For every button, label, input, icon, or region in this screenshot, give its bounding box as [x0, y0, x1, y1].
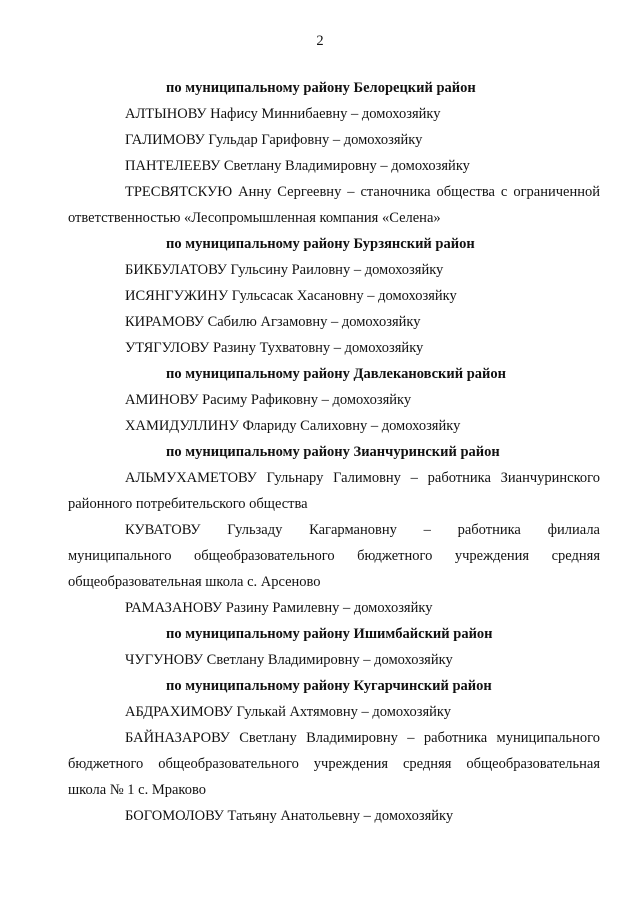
person-entry: [68, 413, 600, 439]
person-entry: [68, 517, 600, 595]
person-entry: [68, 465, 600, 517]
entry-line: РАМАЗАНОВУ Разину Рамилевну – домохозяйку: [125, 600, 433, 616]
entry-line: ответственностью «Лесопромышленная компания «Селена»: [68, 210, 441, 226]
person-entry: [68, 179, 600, 231]
person-entry: [68, 725, 600, 803]
person-entry: [68, 257, 600, 283]
section-heading: по муниципальному району Кугарчинский район: [166, 678, 492, 694]
section-heading: по муниципальному району Бурзянский район: [166, 236, 475, 252]
entry-line: КИРАМОВУ Сабилю Агзамовну – домохозяйку: [125, 314, 421, 330]
page-number: 2: [316, 33, 324, 49]
entry-line: ПАНТЕЛЕЕВУ Светлану Владимировну – домохозяйку: [125, 158, 470, 174]
person-entry: [68, 387, 600, 413]
entry-line: БОГОМОЛОВУ Татьяну Анатольевну – домохозяйку: [125, 808, 454, 824]
person-entry: [68, 699, 600, 725]
person-entry: [68, 309, 600, 335]
document-body: [68, 75, 600, 829]
person-entry: [68, 595, 600, 621]
entry-line: ТРЕСВЯТСКУЮ Анну Сергеевну – станочника общества с ограниченной: [125, 184, 600, 200]
section-heading: по муниципальному району Ишимбайский район: [166, 626, 493, 642]
person-entry: [68, 803, 600, 829]
person-entry: [68, 127, 600, 153]
entry-line: УТЯГУЛОВУ Разину Тухватовну – домохозяйку: [125, 340, 424, 356]
person-entry: [68, 647, 600, 673]
entry-line: общеобразовательная школа с. Арсеново: [68, 574, 321, 590]
person-entry: [68, 283, 600, 309]
entry-line: школа № 1 с. Мраково: [68, 782, 206, 798]
person-entry: [68, 153, 600, 179]
entry-line: АЛТЫНОВУ Нафису Миннибаевну – домохозяйку: [125, 106, 441, 122]
entry-line: БАЙНАЗАРОВУ Светлану Владимировну – работника муниципального: [125, 730, 600, 746]
entry-line: АЛЬМУХАМЕТОВУ Гульнару Галимовну – работника Зианчуринского: [125, 470, 600, 486]
entry-line: АМИНОВУ Расиму Рафиковну – домохозяйку: [125, 392, 412, 408]
entry-line: районного потребительского общества: [68, 496, 308, 512]
entry-line: БИКБУЛАТОВУ Гульсину Раиловну – домохозяйку: [125, 262, 444, 278]
person-entry: [68, 101, 600, 127]
section-heading: по муниципальному району Белорецкий район: [166, 80, 476, 96]
entry-line: бюджетного общеобразовательного учреждения средняя общеобразовательная: [68, 756, 600, 772]
section-heading: по муниципальному району Давлекановский район: [166, 366, 507, 382]
entry-line: муниципального общеобразовательного бюджетного учреждения средняя: [68, 548, 600, 564]
entry-line: ЧУГУНОВУ Светлану Владимировну – домохозяйку: [125, 652, 453, 668]
entry-line: КУВАТОВУ Гульзаду Кагармановну – работника филиала: [125, 522, 600, 538]
entry-line: ХАМИДУЛЛИНУ Флариду Салиховну – домохозяйку: [125, 418, 461, 434]
entry-line: ИСЯНГУЖИНУ Гульсасак Хасановну – домохозяйку: [125, 288, 457, 304]
person-entry: [68, 335, 600, 361]
entry-line: АБДРАХИМОВУ Гулькай Ахтямовну – домохозяйку: [125, 704, 452, 720]
entry-line: ГАЛИМОВУ Гульдар Гарифовну – домохозяйку: [125, 132, 423, 148]
section-heading: по муниципальному району Зианчуринский район: [166, 444, 500, 460]
